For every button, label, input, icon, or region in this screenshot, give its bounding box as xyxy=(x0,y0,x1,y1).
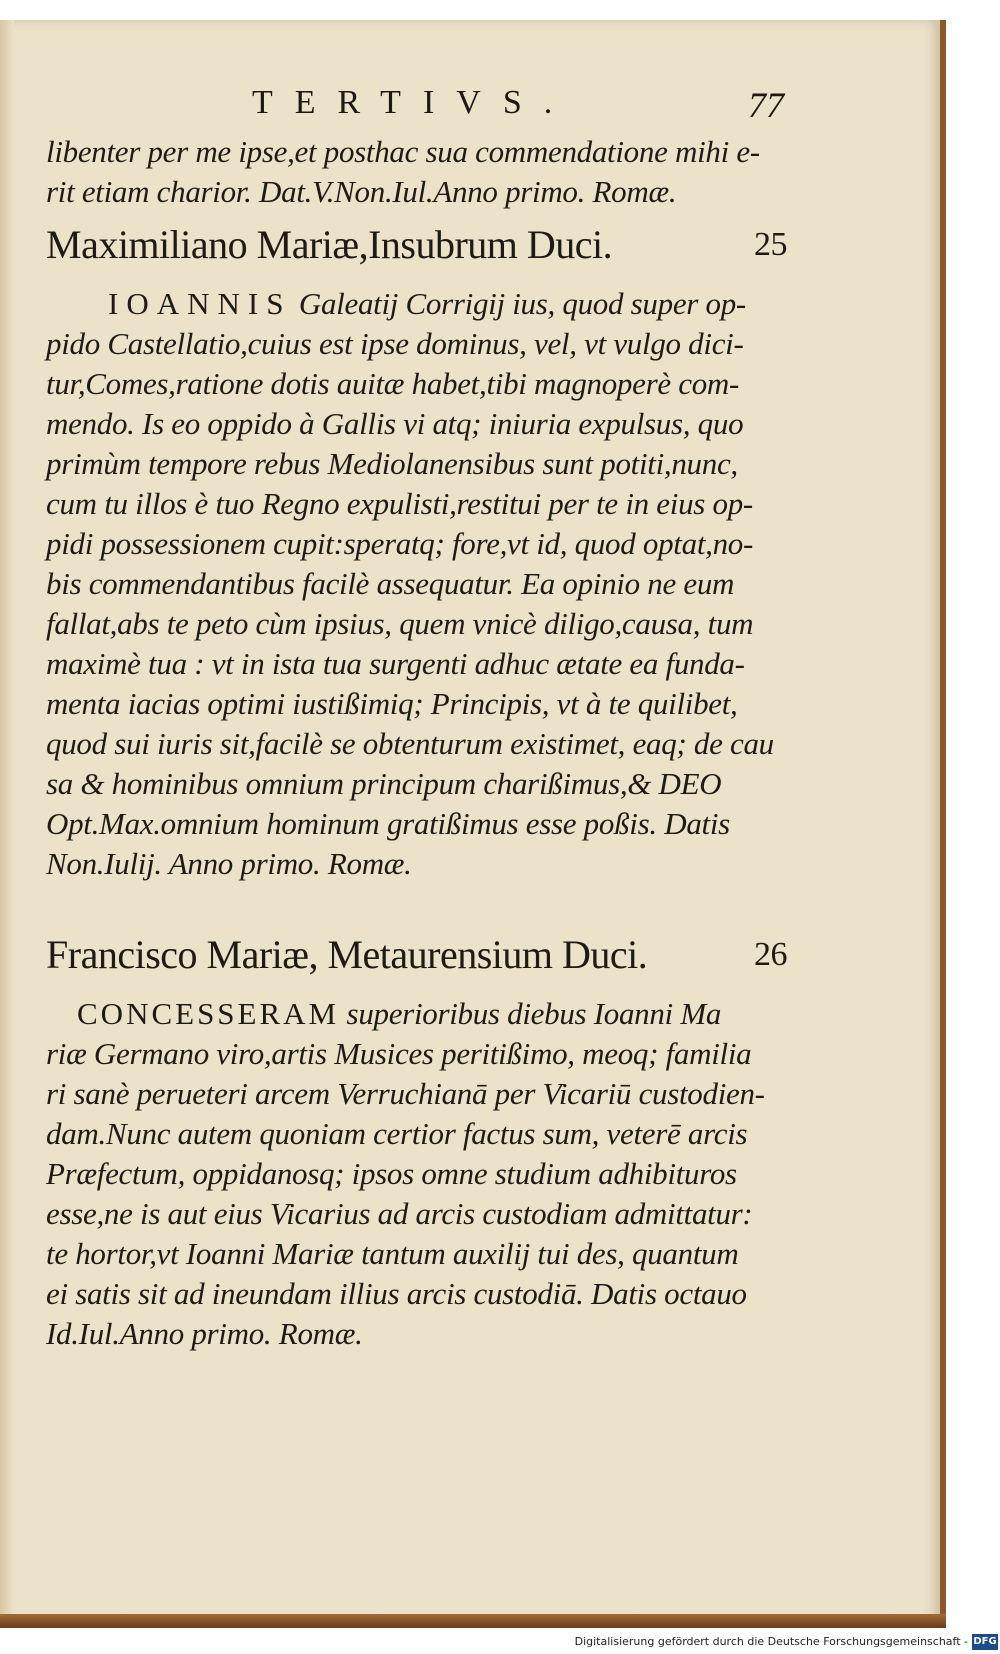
text-line: rit etiam charior. Dat.V.Non.Iul.Anno primo. Romæ. xyxy=(46,174,677,209)
letter-24-ending xyxy=(46,132,806,212)
running-head-title: TERTIVS. xyxy=(252,84,575,121)
letter-25-number: 25 xyxy=(754,226,787,263)
text-line: riæ Germano viro,artis Musices peritißimo, meoq; familia xyxy=(46,1036,752,1071)
letter-25-first-line-text: Galeatij Corrigij ius, quod super op- xyxy=(291,286,746,321)
text-line: Opt.Max.omnium hominum gratißimus esse poßis. Datis xyxy=(46,806,730,841)
text-line: Non.Iulij. Anno primo. Romæ. xyxy=(46,846,412,881)
letter-25-first-line xyxy=(46,284,806,324)
dfg-logo: DFG xyxy=(972,1634,998,1650)
text-line: Id.Iul.Anno primo. Romæ. xyxy=(46,1316,363,1351)
letter-26-incipit: CONCESSERAM xyxy=(77,996,340,1031)
letter-25-heading xyxy=(46,220,806,270)
text-line: mendo. Is eo oppido à Gallis vi atq; iniuria expulsus, quo xyxy=(46,406,744,441)
text-line: te hortor,vt Ioanni Mariæ tantum auxilij tui des, quantum xyxy=(46,1236,739,1271)
letter-25-addressee: Maximiliano Mariæ,Insubrum Duci. xyxy=(46,222,613,267)
letter-26-heading xyxy=(46,930,806,980)
text-line: quod sui iuris sit,facilè se obtenturum existimet, eaq; de cau xyxy=(46,726,774,761)
text-line: maximè tua : vt in ista tua surgenti adhuc ætate ea funda- xyxy=(46,646,745,681)
letter-26-addressee: Francisco Mariæ, Metaurensium Duci. xyxy=(46,932,648,977)
book-edge xyxy=(0,1614,946,1628)
text-line: bis commendantibus facilè assequatur. Ea opinio ne eum xyxy=(46,566,735,601)
page-number: 77 xyxy=(748,85,784,125)
letter-26-first-line-text: superioribus diebus Ioanni Ma xyxy=(339,996,722,1031)
text-line: fallat,abs te peto cùm ipsius, quem vnicè diligo,causa, tum xyxy=(46,606,754,641)
text-line: primùm tempore rebus Mediolanensibus sunt potiti,nunc, xyxy=(46,446,738,481)
text-line: sa & hominibus omnium principum charißimus,& DEO xyxy=(46,766,722,801)
running-head xyxy=(0,80,940,130)
letter-26 xyxy=(46,930,806,1354)
text-line: esse,ne is aut eius Vicarius ad arcis custodiam admittatur: xyxy=(46,1196,753,1231)
page-gutter-shadow xyxy=(0,20,14,1628)
text-line: cum tu illos è tuo Regno expulisti,restitui per te in eius op- xyxy=(46,486,753,521)
letter-26-number: 26 xyxy=(754,936,787,973)
footer-bar xyxy=(0,1632,1000,1654)
funding-credit: Digitalisierung gefördert durch die Deutsche Forschungsgemeinschaft - xyxy=(574,1635,968,1648)
letter-25-incipit: IOANNIS xyxy=(108,286,292,321)
text-line: ri sanè perueteri arcem Verruchianā per Vicariū custodien- xyxy=(46,1076,765,1111)
letter-26-first-line xyxy=(46,994,806,1034)
text-line: dam.Nunc autem quoniam certior factus sum, veterē arcis xyxy=(46,1116,748,1151)
text-line: menta iacias optimi iustißimiq; Principis, vt à te quilibet, xyxy=(46,686,738,721)
text-line: pido Castellatio,cuius est ipse dominus, vel, vt vulgo dici- xyxy=(46,326,744,361)
text-line: Præfectum, oppidanosq; ipsos omne studium adhibituros xyxy=(46,1156,737,1191)
letter-25 xyxy=(46,220,806,884)
text-line: tur,Comes,ratione dotis auitæ habet,tibi magnoperè com- xyxy=(46,366,740,401)
text-line: ei satis sit ad ineundam illius arcis custodiā. Datis octauo xyxy=(46,1276,747,1311)
text-line: pidi possessionem cupit:speratq; fore,vt id, quod optat,no- xyxy=(46,526,754,561)
text-line: libenter per me ipse,et posthac sua commendatione mihi e- xyxy=(46,134,760,169)
